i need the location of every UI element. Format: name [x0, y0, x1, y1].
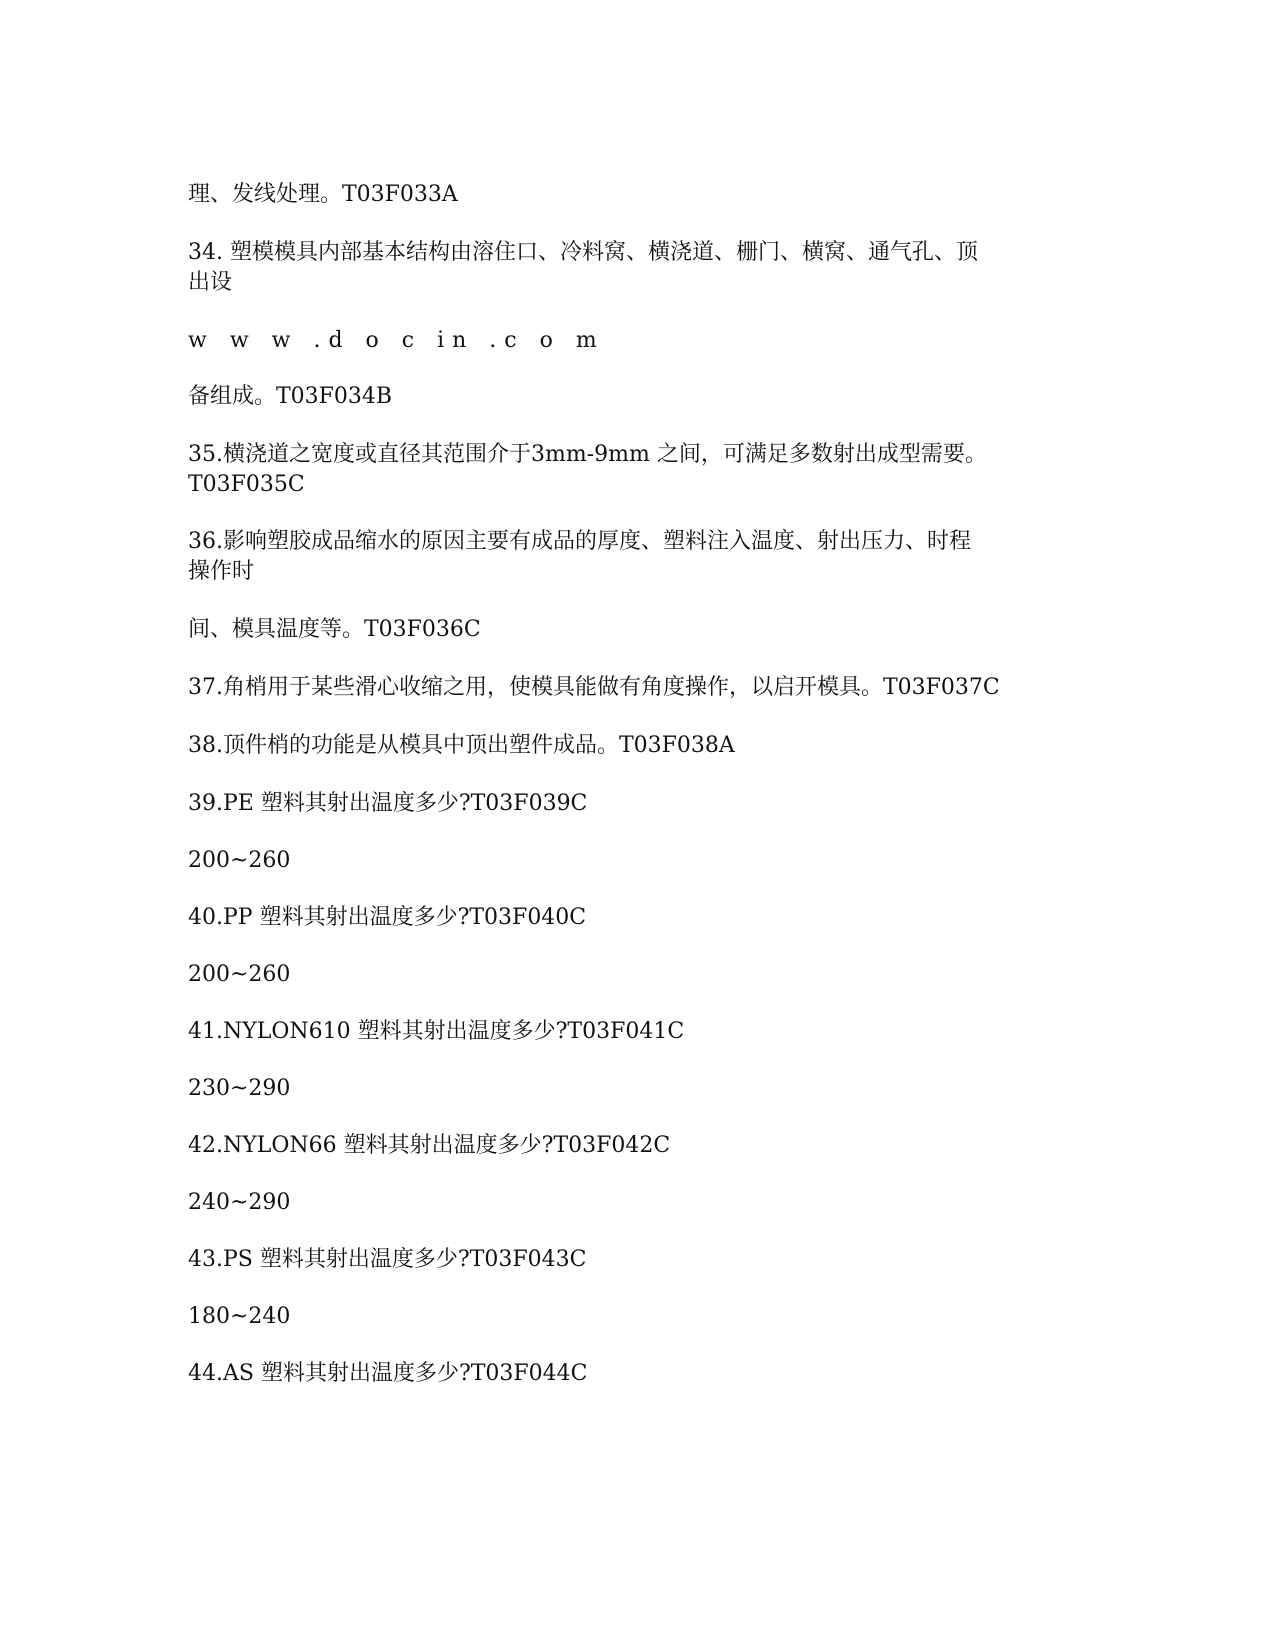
text-line: 理、发线处理。T03F033A	[188, 182, 458, 207]
question-41-text: 41.NYLON610 塑料其射出温度多少?T03F041C	[188, 1019, 685, 1044]
question-39-answer: 200~260	[188, 848, 291, 873]
question-36-answer: 间、模具温度等。T03F036C	[188, 617, 481, 642]
question-42-text: 42.NYLON66 塑料其射出温度多少?T03F042C	[188, 1133, 671, 1158]
watermark-url: w w w .d o c in .c o m	[188, 328, 605, 353]
question-41-answer: 230~290	[188, 1076, 291, 1101]
question-36-text-cont: 操作时	[188, 559, 255, 584]
question-35-code: T03F035C	[188, 472, 305, 497]
question-40-answer: 200~260	[188, 962, 291, 987]
question-43-answer: 180~240	[188, 1304, 291, 1329]
question-35-text: 35.横浇道之宽度或直径其范围介于3mm-9mm 之间，可满足多数射出成型需要。	[188, 442, 987, 467]
question-34-text-cont: 出设	[188, 270, 233, 295]
question-39-text: 39.PE 塑料其射出温度多少?T03F039C	[188, 791, 588, 816]
question-40-text: 40.PP 塑料其射出温度多少?T03F040C	[188, 905, 587, 930]
question-36-text: 36.影响塑胶成品缩水的原因主要有成品的厚度、塑料注入温度、射出压力、时程	[188, 529, 971, 554]
question-34-text: 34. 塑模模具内部基本结构由溶住口、冷料窝、横浇道、栅门、横窝、通气孔、顶	[188, 240, 978, 265]
question-42-answer: 240~290	[188, 1190, 291, 1215]
question-43-text: 43.PS 塑料其射出温度多少?T03F043C	[188, 1247, 587, 1272]
question-34-answer: 备组成。T03F034B	[188, 384, 393, 409]
question-44-text: 44.AS 塑料其射出温度多少?T03F044C	[188, 1361, 588, 1386]
question-37-text: 37.角梢用于某些滑心收缩之用，使模具能做有角度操作，以启开模具。T03F037C	[188, 675, 1000, 700]
question-38-text: 38.顶件梢的功能是从模具中顶出塑件成品。T03F038A	[188, 733, 735, 758]
